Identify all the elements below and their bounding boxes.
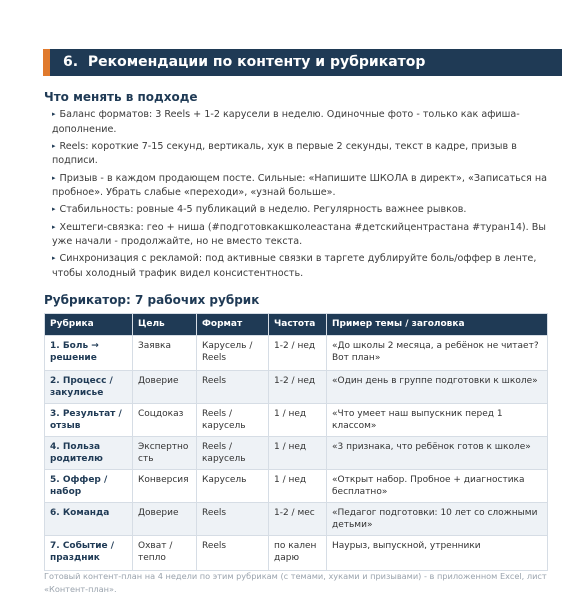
footnote: Готовый контент-план на 4 недели по этим рубрикам (с темами, хуками и призывами) - в приложенном Excel, лист «Контент-план». — [44, 571, 547, 594]
format-cell: Reels — [197, 371, 269, 404]
goal-cell: Конверсия — [133, 470, 197, 503]
table-row — [45, 503, 548, 536]
bullet-marker-icon: ▸ — [52, 110, 56, 118]
goal-cell: Доверие — [133, 371, 197, 404]
table-row — [45, 371, 548, 404]
rubric-name: 3. Результат / отзыв — [45, 404, 133, 437]
table-header-row — [45, 314, 548, 336]
table-row — [45, 437, 548, 470]
format-cell: Карусель / Reels — [197, 336, 269, 371]
example-cell: «Что умеет наш выпускник перед 1 классом» — [327, 404, 548, 437]
section-title: Рекомендации по контенту и рубрикатор — [87, 54, 426, 70]
rubric-name: 7. Событие / праздник — [45, 536, 133, 571]
list-item: ▸ Синхронизация с рекламой: под активные связки в таргете дублируйте боль/оффер в ленте, чтобы холодный трафик видел консистентность. — [52, 253, 537, 279]
table-row — [45, 536, 548, 571]
bullet-marker-icon: ▸ — [52, 205, 56, 214]
example-cell: «Педагог подготовки: 10 лет со сложными детьми» — [327, 503, 548, 536]
format-cell: Reels — [197, 536, 269, 571]
example-cell: «3 признака, что ребёнок готов к школе» — [327, 437, 548, 470]
format-cell: Карусель — [197, 470, 269, 503]
list-item: ▸ Хештеги-связка: гео + ниша (#подготовкакшколеастана #детскийцентрастана #туран14). Вы уже начали - продолжайте, но не вместо текста. — [52, 221, 546, 248]
rubric-name: 4. Польза родителю — [45, 437, 133, 470]
table-row — [45, 470, 548, 503]
changes-list — [52, 107, 552, 283]
bullet-marker-icon: ▸ — [52, 141, 56, 150]
column-header: Формат — [197, 314, 269, 336]
example-cell: «Один день в группе подготовки к школе» — [327, 371, 548, 404]
goal-cell: Соцдоказ — [133, 404, 197, 437]
list-item: ▸ Стабильность: ровные 4-5 публикаций в неделю. Регулярность важнее рывков. — [52, 204, 467, 216]
column-header: Рубрика — [45, 314, 133, 336]
frequency-cell: 1-2 / нед — [269, 336, 327, 371]
column-header: Пример темы / заголовка — [327, 314, 548, 336]
table-row — [45, 336, 548, 371]
frequency-cell: по кален дарю — [269, 536, 327, 571]
rubric-name: 2. Процесс / закулисье — [45, 371, 133, 404]
goal-cell: Охват / тепло — [133, 536, 197, 571]
example-cell: «До школы 2 месяца, а ребёнок не читает? Вот план» — [327, 336, 548, 371]
goal-cell: Экспертно сть — [133, 437, 197, 470]
rubric-name: 5. Оффер / набор — [45, 470, 133, 503]
frequency-cell: 1-2 / нед — [269, 371, 327, 404]
list-item: ▸ Призыв - в каждом продающем посте. Сильные: «Напишите ШКОЛА в директ», «Записаться на пробное». Убрать слабые «переходи», «узнай больше». — [52, 172, 547, 199]
section-title-bar — [43, 49, 562, 76]
goal-cell: Заявка — [133, 336, 197, 371]
list-item: ▸ Баланс форматов: 3 Reels + 1-2 карусели в неделю. Одиночные фото - только как афиша-дополнение. — [52, 109, 520, 135]
format-cell: Reels / карусель — [197, 437, 269, 470]
frequency-cell: 1-2 / мес — [269, 503, 327, 536]
frequency-cell: 1 / нед — [269, 404, 327, 437]
rubric-table — [44, 313, 548, 571]
table-row — [45, 404, 548, 437]
format-cell: Reels — [197, 503, 269, 536]
column-header: Частота — [269, 314, 327, 336]
list-item: ▸ Reels: короткие 7-15 секунд, вертикаль, хук в первые 2 секунды, текст в кадре, призыв в подписи. — [52, 140, 517, 167]
example-cell: Наурыз, выпускной, утренники — [327, 536, 548, 571]
example-cell: «Открыт набор. Пробное + диагностика бесплатно» — [327, 470, 548, 503]
frequency-cell: 1 / нед — [269, 470, 327, 503]
bullet-marker-icon: ▸ — [52, 222, 56, 231]
goal-cell: Доверие — [133, 503, 197, 536]
rubric-name: 6. Команда — [45, 503, 133, 536]
bullet-marker-icon: ▸ — [52, 173, 56, 182]
rubricator-heading: Рубрикатор: 7 рабочих рубрик — [44, 293, 260, 307]
format-cell: Reels / карусель — [197, 404, 269, 437]
changes-heading: Что менять в подходе — [44, 90, 198, 104]
frequency-cell: 1 / нед — [269, 437, 327, 470]
bullet-marker-icon: ▸ — [52, 254, 56, 263]
column-header: Цель — [133, 314, 197, 336]
section-number: 6. — [63, 54, 79, 70]
rubric-name: 1. Боль → решение — [45, 336, 133, 371]
